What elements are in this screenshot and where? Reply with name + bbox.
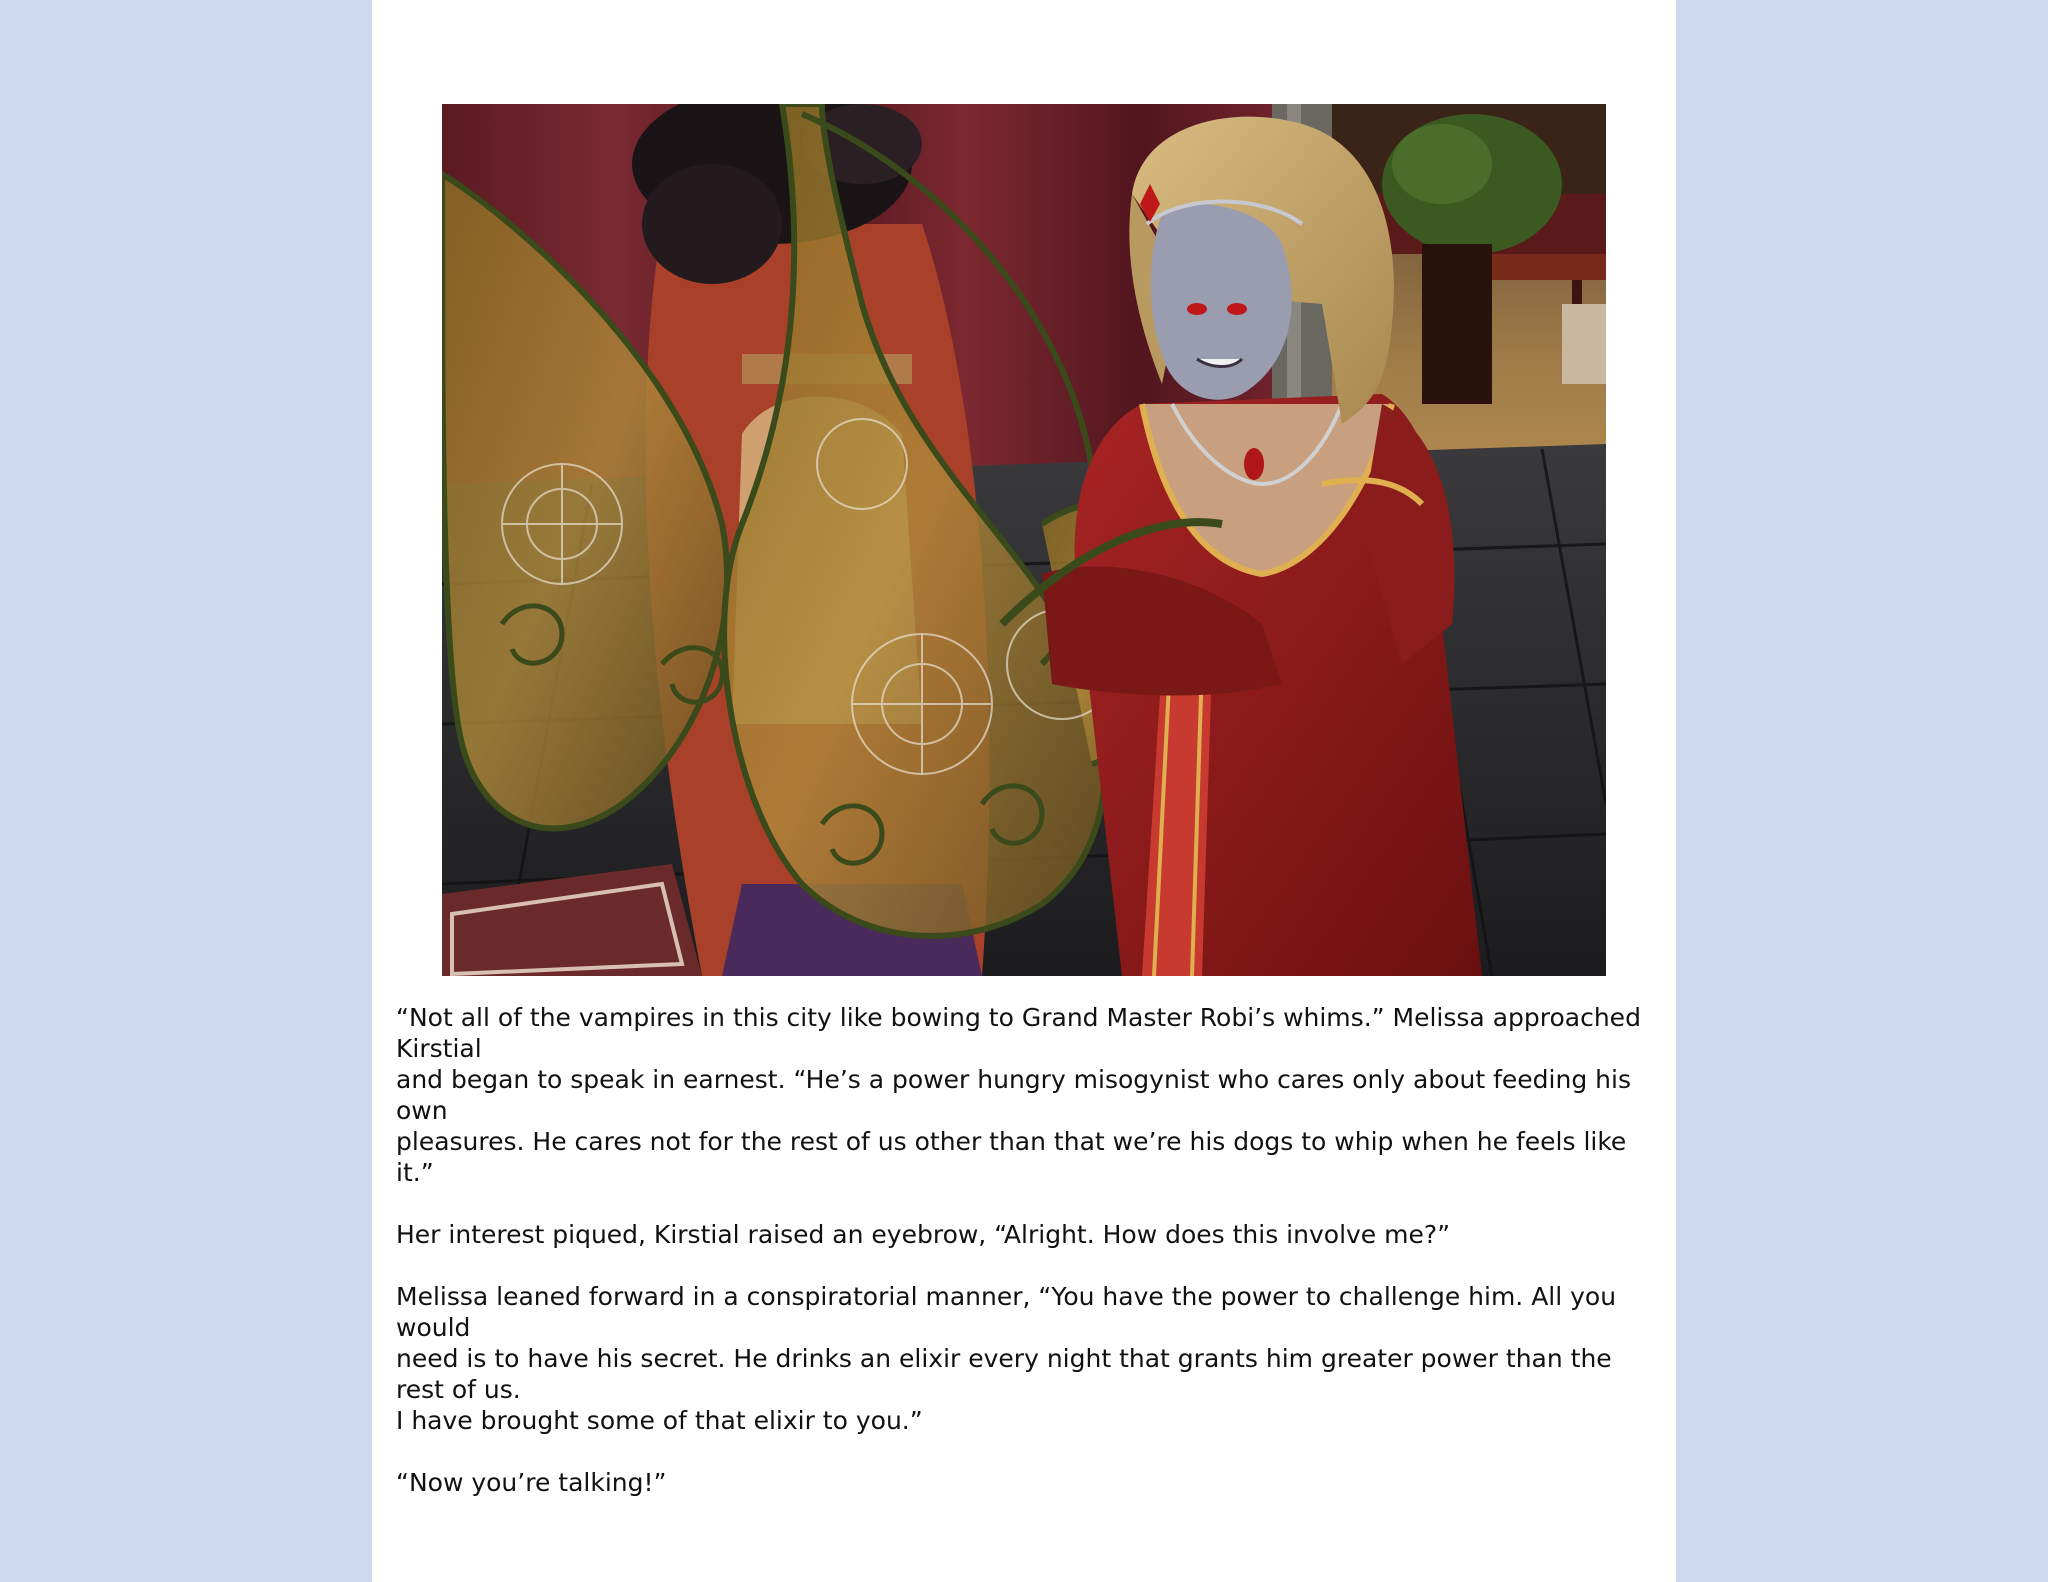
- story-illustration: [442, 104, 1606, 976]
- story-text: [396, 1002, 1656, 1529]
- story-paragraph-3: Melissa leaned forward in a conspiratorial manner, “You have the power to challenge him. All you would need is to have his secret. He drinks an elixir every night that grants him greater power than the rest of us. I have brought some of that elixir to you.”: [396, 1282, 1617, 1435]
- story-paragraph-2: Her interest piqued, Kirstial raised an eyebrow, “Alright. How does this involve me?”: [396, 1220, 1451, 1249]
- story-paragraph-4: “Now you’re talking!”: [396, 1468, 667, 1497]
- page-column: [372, 0, 1676, 1582]
- illustration-art: [442, 104, 1606, 976]
- story-paragraph-1: “Not all of the vampires in this city like bowing to Grand Master Robi’s whims.” Melissa approached Kirstial and began to speak in earnest. “He’s a power hungry misogynist who cares only about feeding his own pleasures. He cares not for the rest of us other than that we’re his dogs to whip when he feels like it.”: [396, 1003, 1641, 1187]
